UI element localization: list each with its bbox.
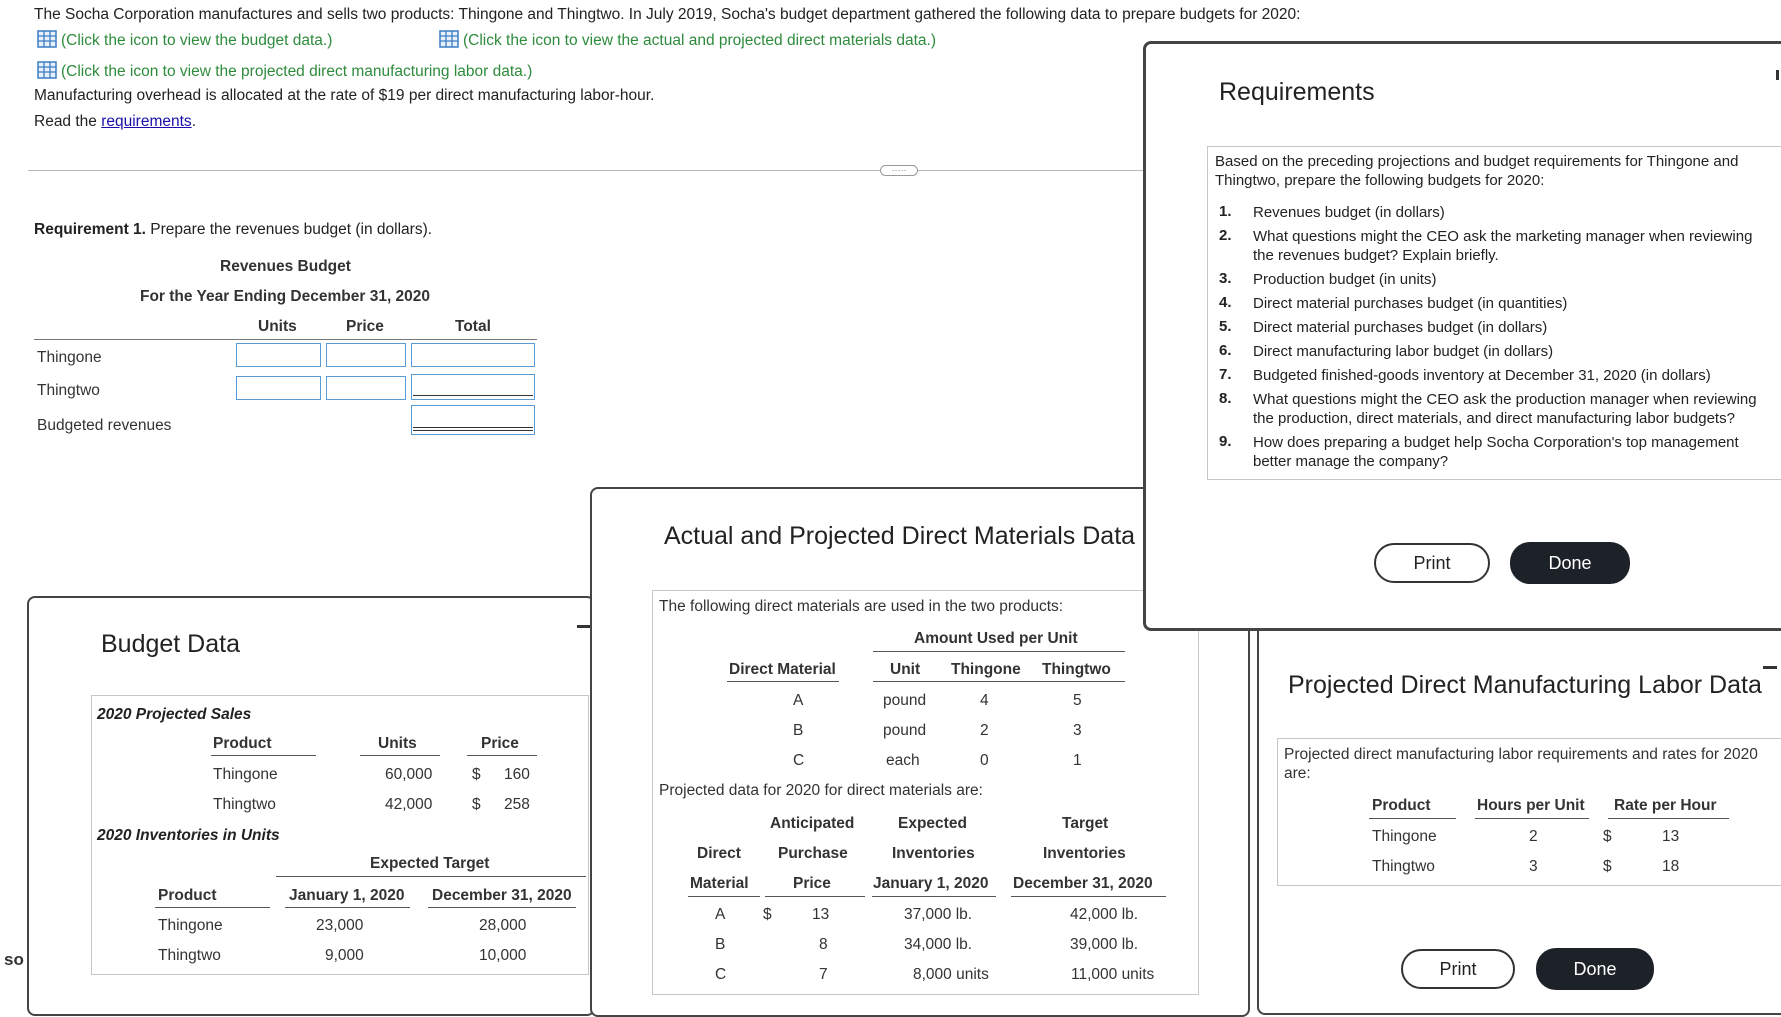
proj-row-material: A	[715, 906, 726, 923]
req-item: Direct manufacturing labor budget (in dollars)	[1253, 343, 1554, 360]
requirements-print-button[interactable]: Print	[1374, 543, 1490, 583]
thingtwo-total-underline	[413, 395, 533, 396]
materials-data-title: Actual and Projected Direct Materials Data	[664, 522, 1136, 550]
req-number: 3.	[1219, 270, 1232, 287]
labor-rule-rate	[1608, 818, 1729, 819]
inv-rule-product	[155, 907, 270, 908]
sales-row-product: Thingone	[213, 766, 278, 783]
req-number: 2.	[1219, 227, 1232, 244]
labor-row-rate: 13	[1662, 828, 1680, 845]
mat-row-material: C	[793, 752, 805, 769]
labor-col-hours: Hours per Unit	[1477, 797, 1585, 814]
minimize-icon[interactable]	[577, 625, 591, 628]
proj-row-dec: 39,000 lb.	[1070, 936, 1139, 953]
inventories-group-label: Expected Target	[370, 855, 490, 872]
col-total: Total	[455, 318, 491, 335]
proj-row-dec: 11,000 units	[1071, 966, 1155, 983]
proj-row-jan: 34,000 lb.	[904, 936, 973, 953]
requirement-1-label	[34, 221, 432, 239]
inv-col-jan: January 1, 2020	[289, 887, 405, 904]
table-icon	[37, 61, 57, 79]
inv-rule-jan	[285, 907, 410, 908]
divider-handle[interactable]: ·····	[880, 165, 918, 176]
inv-col-product: Product	[158, 887, 217, 904]
req-item: Direct material purchases budget (in quantities)	[1253, 295, 1568, 312]
amount-used-rule	[873, 651, 1125, 652]
projected-sales-heading: 2020 Projected Sales	[97, 706, 252, 723]
labor-intro: Projected direct manufacturing labor requirements and rates for 2020 are:	[1284, 746, 1758, 782]
labor-col-rate: Rate per Hour	[1614, 797, 1717, 814]
requirements-box	[1207, 146, 1781, 480]
proj-rule-jan	[872, 896, 996, 897]
proj-head-jan-3: January 1, 2020	[873, 875, 989, 892]
proj-row-dec: 42,000 lb.	[1070, 906, 1139, 923]
labor-row-rate: 18	[1662, 858, 1680, 875]
mat-row-unit: pound	[883, 722, 927, 739]
mat-row-thingone: 4	[980, 692, 989, 709]
requirement-1-bold: Requirement 1.	[34, 221, 146, 238]
proj-rule-price	[765, 896, 865, 897]
req-item: How does preparing a budget help Socha Corporation's top management better manage the company?	[1253, 434, 1739, 470]
materials-data-link[interactable]	[439, 30, 936, 50]
inventories-group-rule	[276, 876, 586, 877]
sales-row-price: 258	[504, 796, 530, 813]
inv-row-product: Thingtwo	[158, 947, 221, 964]
read-suffix: .	[191, 113, 196, 130]
thingtwo-price-input[interactable]	[326, 376, 406, 400]
sales-row-product: Thingtwo	[213, 796, 276, 813]
labor-row-product: Thingtwo	[1372, 858, 1435, 875]
proj-head-jan-2: Inventories	[892, 845, 975, 862]
thingtwo-units-input[interactable]	[236, 376, 321, 400]
thingtwo-total-input[interactable]	[411, 374, 535, 400]
proj-row-currency: $	[763, 906, 772, 923]
sales-rule-product	[211, 755, 316, 756]
thingone-price-input[interactable]	[326, 343, 406, 367]
mat-row-material: B	[793, 722, 804, 739]
inv-col-dec: December 31, 2020	[432, 887, 572, 904]
proj-head-material-1: Direct	[697, 845, 741, 862]
intro-text: The Socha Corporation manufactures and sells two products: Thingone and Thingtwo. In July 2019, Socha's budget department gathered the following data to prepare budgets for 2020:	[34, 6, 1301, 23]
read-requirements	[34, 113, 196, 131]
requirement-1-rest: Prepare the revenues budget (in dollars).	[145, 221, 433, 238]
mat-col-thingtwo: Thingtwo	[1042, 661, 1111, 678]
labor-rule-product	[1369, 818, 1456, 819]
close-icon[interactable]	[1776, 70, 1779, 80]
sales-col-price: Price	[481, 735, 519, 752]
requirements-title: Requirements	[1219, 78, 1375, 106]
sales-col-product: Product	[213, 735, 272, 752]
mat-row-unit: each	[886, 752, 920, 769]
proj-row-material: C	[715, 966, 727, 983]
proj-head-jan-1: Expected	[898, 815, 967, 832]
table-icon	[37, 30, 57, 48]
sales-row-currency: $	[472, 766, 481, 783]
labor-data-link-label: (Click the icon to view the projected direct manufacturing labor data.)	[61, 63, 533, 80]
mat-col-unit: Unit	[890, 661, 921, 678]
proj-row-price: 13	[812, 906, 830, 923]
sales-row-units: 42,000	[385, 796, 433, 813]
mat-col-material: Direct Material	[729, 661, 836, 678]
req-item: Budgeted finished-goods inventory at December 31, 2020 (in dollars)	[1253, 367, 1711, 384]
inv-row-jan: 9,000	[325, 947, 364, 964]
req-number: 7.	[1219, 366, 1232, 383]
sales-rule-units	[360, 755, 440, 756]
req-item: Direct material purchases budget (in dollars)	[1253, 319, 1548, 336]
labor-row-hours: 3	[1529, 858, 1538, 875]
double-underline-2	[413, 430, 533, 431]
req-item: What questions might the CEO ask the marketing manager when reviewing the revenues budget? Explain briefly.	[1253, 228, 1753, 264]
proj-head-dec-3: December 31, 2020	[1013, 875, 1153, 892]
sales-col-units: Units	[378, 735, 417, 752]
thingone-units-input[interactable]	[236, 343, 321, 367]
thingone-total-input[interactable]	[411, 343, 535, 367]
proj-rule-material	[688, 896, 760, 897]
mat-row-unit: pound	[883, 692, 927, 709]
requirements-link[interactable]: requirements	[101, 113, 192, 130]
section-divider	[28, 170, 1148, 171]
mat-row-material: A	[793, 692, 804, 709]
req-number: 9.	[1219, 433, 1232, 450]
proj-head-material-2: Material	[690, 875, 749, 892]
sales-row-units: 60,000	[385, 766, 433, 783]
labor-data-link[interactable]	[37, 61, 532, 81]
req-item: Revenues budget (in dollars)	[1253, 204, 1445, 221]
inventories-heading: 2020 Inventories in Units	[97, 827, 280, 844]
mat-col-thingone: Thingone	[951, 661, 1021, 678]
requirements-done-button[interactable]: Done	[1510, 542, 1630, 584]
labor-row-currency: $	[1603, 858, 1612, 875]
proj-row-price: 7	[819, 966, 828, 983]
row-label-thingone: Thingone	[37, 349, 102, 366]
labor-row-product: Thingone	[1372, 828, 1437, 845]
req-number: 8.	[1219, 390, 1232, 407]
requirements-intro: Based on the preceding projections and budget requirements for Thingone and Thingtwo, prepare the following budgets for 2020:	[1215, 153, 1739, 189]
mat-row-thingone: 2	[980, 722, 989, 739]
projected-intro: Projected data for 2020 for direct materials are:	[659, 782, 983, 799]
mat-rule-amounts	[873, 681, 1125, 682]
table-icon	[439, 30, 459, 48]
header-rule	[34, 339, 537, 340]
inv-rule-dec	[428, 907, 576, 908]
materials-data-link-label: (Click the icon to view the actual and projected direct materials data.)	[463, 32, 936, 49]
mat-rule-material	[727, 681, 839, 682]
read-prefix: Read the	[34, 113, 102, 130]
proj-head-price-2: Purchase	[778, 845, 848, 862]
mat-row-thingtwo: 1	[1073, 752, 1082, 769]
mat-row-thingone: 0	[980, 752, 989, 769]
inv-row-dec: 10,000	[479, 947, 527, 964]
budget-data-link[interactable]	[37, 30, 332, 50]
req-number: 6.	[1219, 342, 1232, 359]
revenues-budget-subtitle: For the Year Ending December 31, 2020	[140, 288, 431, 305]
amount-used-group: Amount Used per Unit	[914, 630, 1078, 647]
revenues-budget-title: Revenues Budget	[220, 258, 351, 275]
proj-head-price-3: Price	[793, 875, 831, 892]
labor-data-title: Projected Direct Manufacturing Labor Data	[1288, 671, 1762, 699]
row-label-budgeted-revenues: Budgeted revenues	[37, 417, 172, 434]
proj-row-price: 8	[819, 936, 828, 953]
col-price: Price	[346, 318, 384, 335]
req-number: 5.	[1219, 318, 1232, 335]
minimize-icon[interactable]	[1763, 666, 1777, 669]
req-item: Production budget (in units)	[1253, 271, 1437, 288]
labor-print-button[interactable]: Print	[1401, 949, 1515, 989]
inv-row-product: Thingone	[158, 917, 223, 934]
labor-row-hours: 2	[1529, 828, 1538, 845]
budget-data-link-label: (Click the icon to view the budget data.)	[61, 32, 333, 49]
sales-row-currency: $	[472, 796, 481, 813]
mat-row-thingtwo: 5	[1073, 692, 1082, 709]
col-units: Units	[258, 318, 297, 335]
proj-row-material: B	[715, 936, 726, 953]
labor-done-button[interactable]: Done	[1536, 948, 1654, 990]
proj-head-dec-2: Inventories	[1043, 845, 1126, 862]
inv-row-dec: 28,000	[479, 917, 527, 934]
labor-row-currency: $	[1603, 828, 1612, 845]
materials-intro: The following direct materials are used in the two products:	[659, 598, 1064, 615]
double-underline-1	[413, 427, 533, 428]
sales-row-price: 160	[504, 766, 530, 783]
mat-row-thingtwo: 3	[1073, 722, 1082, 739]
proj-row-jan: 37,000 lb.	[904, 906, 973, 923]
req-item: What questions might the CEO ask the production manager when reviewing the production, direct materials, and direct manufacturing labor budgets?	[1253, 391, 1757, 427]
overhead-text: Manufacturing overhead is allocated at the rate of $19 per direct manufacturing labor-hour.	[34, 87, 655, 104]
proj-head-price-1: Anticipated	[770, 815, 855, 832]
req-number: 4.	[1219, 294, 1232, 311]
labor-rule-hours	[1475, 818, 1589, 819]
inv-row-jan: 23,000	[316, 917, 364, 934]
row-label-thingtwo: Thingtwo	[37, 382, 100, 399]
budget-data-title: Budget Data	[101, 630, 240, 658]
sales-rule-price	[467, 755, 537, 756]
req-number: 1.	[1219, 203, 1232, 220]
proj-row-jan: 8,000 units	[913, 966, 989, 983]
proj-rule-dec	[1011, 896, 1166, 897]
partial-text: so	[4, 950, 24, 969]
labor-col-product: Product	[1372, 797, 1431, 814]
proj-head-dec-1: Target	[1062, 815, 1109, 832]
